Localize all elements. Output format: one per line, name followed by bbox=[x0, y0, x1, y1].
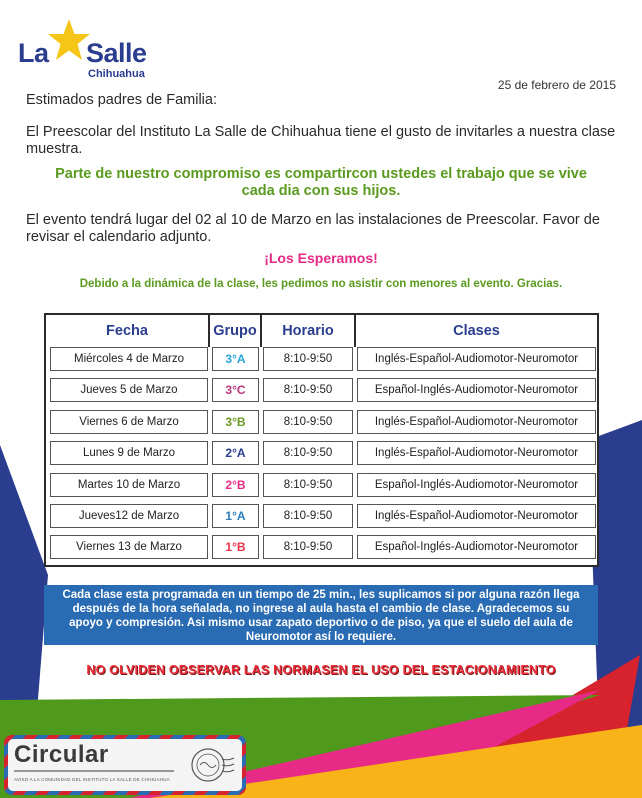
cell-fecha: Jueves12 de Marzo bbox=[50, 504, 208, 528]
cell-clases: Inglés-Español-Audiomotor-Neuromotor bbox=[357, 441, 596, 465]
cell-horario: 8:10-9:50 bbox=[263, 378, 353, 402]
cell-clases: Español-Inglés-Audiomotor-Neuromotor bbox=[357, 473, 596, 497]
cell-fecha: Miércoles 4 de Marzo bbox=[50, 347, 208, 371]
cell-clases: Español-Inglés-Audiomotor-Neuromotor bbox=[357, 378, 596, 402]
cell-horario: 8:10-9:50 bbox=[263, 347, 353, 371]
table-row bbox=[46, 410, 597, 434]
cell-fecha: Lunes 9 de Marzo bbox=[50, 441, 208, 465]
logo-text-la: La bbox=[18, 38, 49, 68]
cell-grupo: 2°A bbox=[212, 441, 259, 465]
cell-grupo: 1°A bbox=[212, 504, 259, 528]
cell-horario: 8:10-9:50 bbox=[263, 473, 353, 497]
cell-clases: Inglés-Español-Audiomotor-Neuromotor bbox=[357, 347, 596, 371]
cell-horario: 8:10-9:50 bbox=[263, 441, 353, 465]
cell-horario: 8:10-9:50 bbox=[263, 504, 353, 528]
circular-subtitle: AVISO A LA COMUNIDAD DEL INSTITUTO LA SALLE DE CHIHUAHUA bbox=[14, 777, 170, 782]
schedule-table bbox=[44, 313, 599, 567]
circular-stamp bbox=[4, 735, 246, 795]
cell-grupo: 3°A bbox=[212, 347, 259, 371]
greeting: Estimados padres de Familia: bbox=[26, 92, 217, 108]
header-grupo: Grupo bbox=[213, 323, 257, 339]
table-row bbox=[46, 347, 597, 371]
letter-date: 25 de febrero de 2015 bbox=[497, 78, 616, 92]
cell-fecha: Martes 10 de Marzo bbox=[50, 473, 208, 497]
table-row bbox=[46, 535, 597, 559]
cell-grupo: 3°C bbox=[212, 378, 259, 402]
logo-text-city: Chihuahua bbox=[88, 68, 145, 80]
cell-grupo: 1°B bbox=[212, 535, 259, 559]
mail-stamp-icon bbox=[184, 743, 238, 787]
cell-grupo: 3°B bbox=[212, 410, 259, 434]
header-fecha: Fecha bbox=[106, 323, 148, 339]
lasalle-logo bbox=[18, 18, 158, 88]
parking-reminder: NO OLVIDEN OBSERVAR LAS NORMASEN EL USO DEL ESTACIONAMIENTO bbox=[86, 663, 556, 677]
logo-text-salle: Salle bbox=[86, 38, 147, 68]
header-horario: Horario bbox=[282, 323, 334, 339]
table-header bbox=[46, 315, 597, 347]
cell-fecha: Viernes 13 de Marzo bbox=[50, 535, 208, 559]
table-row bbox=[46, 473, 597, 497]
cell-grupo: 2°B bbox=[212, 473, 259, 497]
table-row bbox=[46, 504, 597, 528]
star-icon bbox=[47, 18, 91, 62]
event-paragraph: El evento tendrá lugar del 02 al 10 de Marzo en las instalaciones de Preescolar. Favor de revisar el calendario adjunto. bbox=[26, 212, 600, 245]
cell-horario: 8:10-9:50 bbox=[263, 410, 353, 434]
circular-title: Circular bbox=[14, 741, 109, 768]
commitment-statement: Parte de nuestro compromiso es compartircon ustedes el trabajo que se vive cada dia con sus hijos. bbox=[55, 166, 587, 199]
cell-horario: 8:10-9:50 bbox=[263, 535, 353, 559]
table-row bbox=[46, 441, 597, 465]
cell-clases: Inglés-Español-Audiomotor-Neuromotor bbox=[357, 410, 596, 434]
class-info-box: Cada clase esta programada en un tiempo de 25 min., les suplicamos si por alguna razón llega después de la hora señalada, no ingrese al aula hasta el cambio de clase. Agradecemos su apoyo y compresión. Asi mismo usar zapato deportivo o de piso, ya que el suelo del aula de Neuromotor así lo requiere. bbox=[44, 585, 598, 645]
attendance-notice: Debido a la dinámica de la clase, les pedimos no asistir con menores al evento. Gracias. bbox=[79, 278, 563, 290]
table-row bbox=[46, 378, 597, 402]
welcome-message: ¡Los Esperamos! bbox=[264, 250, 378, 266]
header-clases: Clases bbox=[453, 323, 500, 339]
cell-fecha: Viernes 6 de Marzo bbox=[50, 410, 208, 434]
cell-fecha: Jueves 5 de Marzo bbox=[50, 378, 208, 402]
cell-clases: Inglés-Español-Audiomotor-Neuromotor bbox=[357, 504, 596, 528]
cell-clases: Español-Inglés-Audiomotor-Neuromotor bbox=[357, 535, 596, 559]
intro-paragraph: El Preescolar del Instituto La Salle de Chihuahua tiene el gusto de invitarles a nuestra clase muestra. bbox=[26, 124, 616, 157]
